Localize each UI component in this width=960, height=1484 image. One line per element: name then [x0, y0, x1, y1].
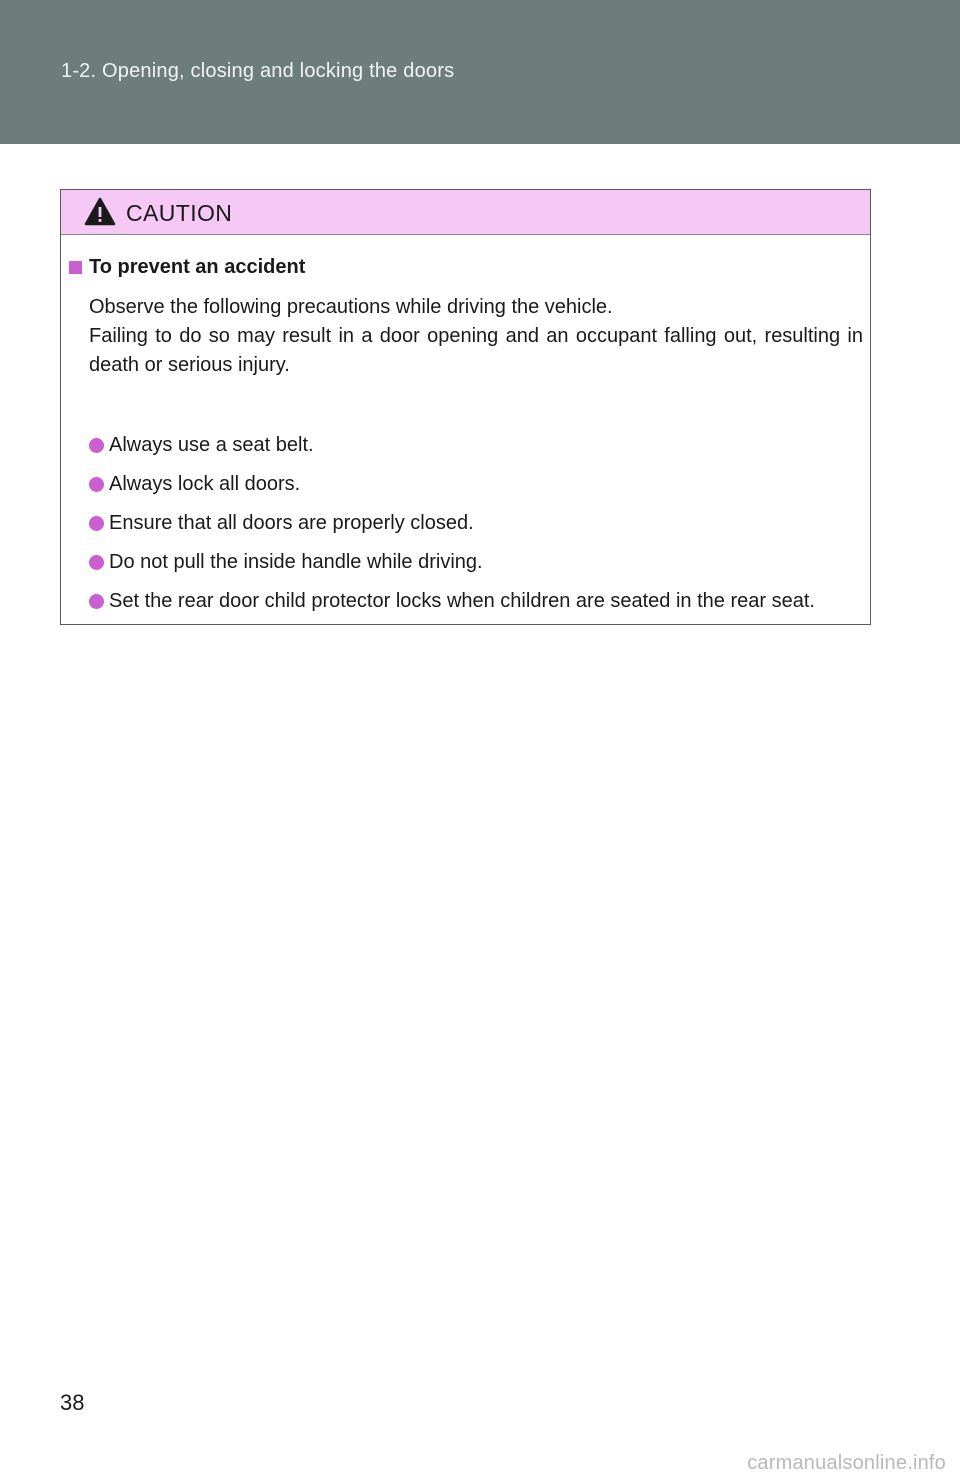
- list-item: [89, 548, 863, 577]
- bullet-dot-icon: [89, 438, 104, 453]
- section-title: 1-2. Opening, closing and locking the doors: [61, 60, 455, 82]
- caution-label: CAUTION: [126, 200, 233, 226]
- list-item: [89, 470, 863, 499]
- list-item-text: Set the rear door child protector locks when children are seated in the rear seat.: [109, 590, 815, 612]
- intro-line: Observe the following precautions while driving the vehicle.: [89, 296, 613, 318]
- bullet-dot-icon: [89, 477, 104, 492]
- list-item-text: Always lock all doors.: [109, 473, 301, 495]
- bullet-dot-icon: [89, 555, 104, 570]
- caution-box: [60, 189, 871, 625]
- intro-line: Failing to do so may result in a door opening and an occupant falling out, resulting in death or serious injury.: [89, 325, 863, 376]
- section-heading: [69, 256, 305, 279]
- caution-header: [61, 190, 870, 235]
- list-item-text: Ensure that all doors are properly closed.: [109, 512, 474, 534]
- intro-text: [89, 293, 863, 380]
- list-item: [89, 431, 863, 460]
- header-band: [0, 0, 960, 144]
- page-number: 38: [60, 1390, 85, 1415]
- bullet-dot-icon: [89, 594, 104, 609]
- watermark: carmanualsonline.info: [747, 1452, 946, 1474]
- bullet-dot-icon: [89, 516, 104, 531]
- heading-text: To prevent an accident: [89, 256, 306, 278]
- list-item-text: Always use a seat belt.: [109, 434, 314, 456]
- precaution-list: [89, 431, 863, 626]
- square-bullet-icon: [69, 261, 82, 274]
- list-item: [89, 509, 863, 538]
- list-item-text: Do not pull the inside handle while driving.: [109, 551, 483, 573]
- warning-triangle-icon: [84, 197, 116, 227]
- list-item: [89, 587, 863, 616]
